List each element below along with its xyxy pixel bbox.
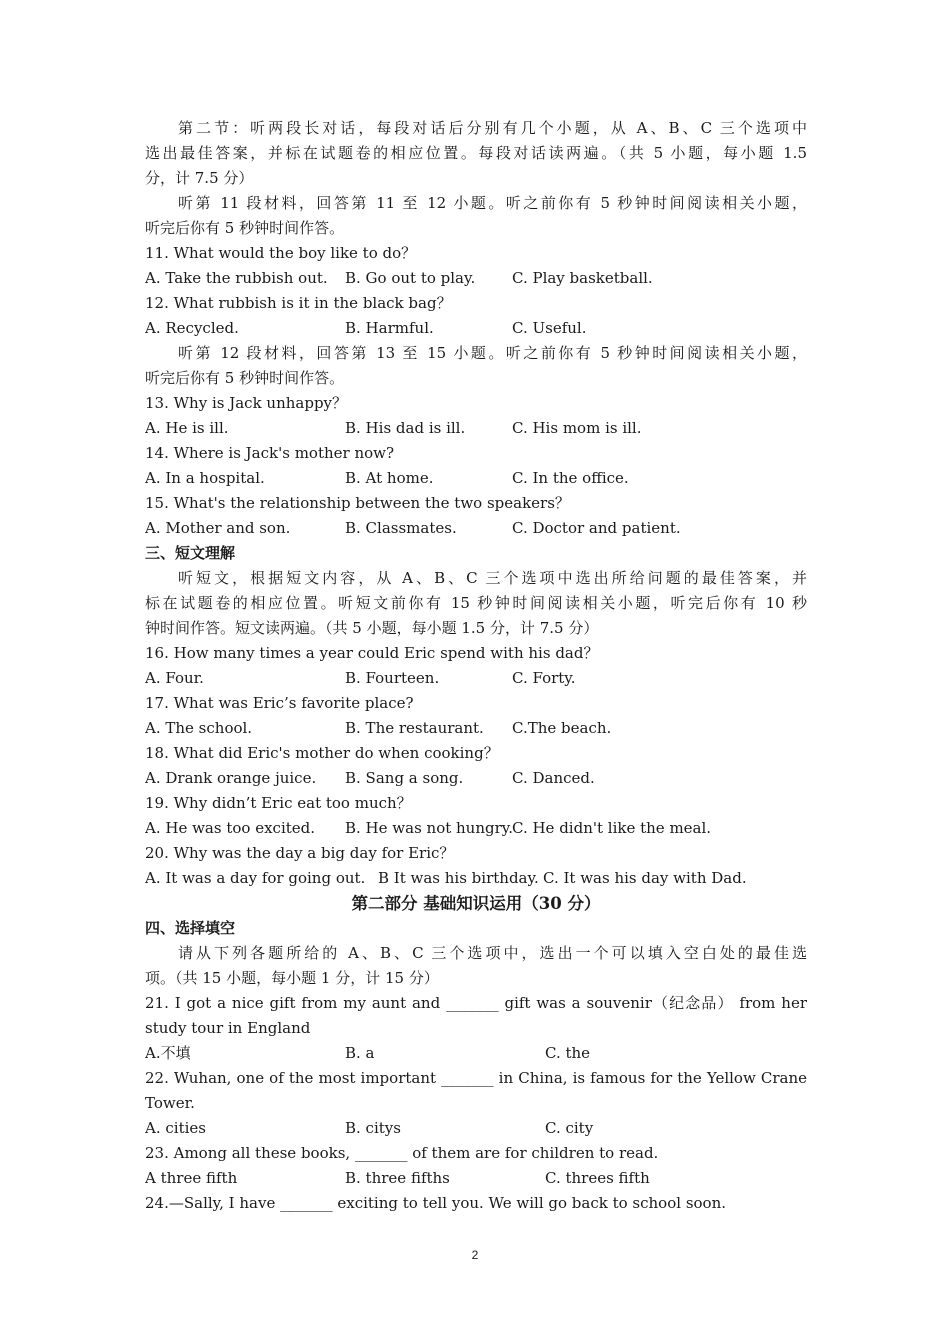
option-a: A. Recycled. [145,319,239,337]
material-12-instruction: 听完后你有 5 秒钟时间作答。 [145,369,345,387]
options-22 [145,1116,807,1141]
option-c: C. His mom is ill. [512,419,642,437]
option-c: C. Danced. [512,769,595,787]
options-23 [145,1166,807,1191]
option-b: B. At home. [345,469,434,487]
options-16 [145,666,807,691]
section2-intro-line: 第二节：听两段长对话，每段对话后分别有几个小题，从 A、B、C 三个选项中 [178,119,807,137]
question-23: 23. Among all these books, _______ of them are for children to read. [145,1144,659,1162]
option-b: B. three fifths [345,1169,450,1187]
option-b: B. Go out to play. [345,269,476,287]
section2-intro-line: 分，计 7.5 分） [145,169,254,187]
options-15 [145,516,807,541]
option-a: A. Four. [145,669,204,687]
question-11: 11. What would the boy like to do？ [145,244,417,262]
question-22: 22. Wuhan, one of the most important _______ in China, is famous for the Yellow Crane [145,1069,807,1087]
option-a: A. He was too excited. [145,819,316,837]
option-b: B. His dad is ill. [345,419,466,437]
options-12 [145,316,807,341]
question-17: 17. What was Eric’s favorite place? [145,694,414,712]
option-b: B. citys [345,1119,401,1137]
option-a: A. The school. [145,719,253,737]
option-c: C. Forty. [512,669,576,687]
option-a: A. In a hospital. [145,469,265,487]
question-16: 16. How many times a year could Eric spend with his dad？ [145,644,599,662]
option-c: C. Useful. [512,319,587,337]
option-a: A. Drank orange juice. [145,769,317,787]
section3-intro-line: 听短文，根据短文内容，从 A、B、C 三个选项中选出所给问题的最佳答案，并 [178,569,807,587]
option-c: C. Play basketball. [512,269,653,287]
option-a: A. Mother and son. [145,519,291,537]
page-number: 2 [471,1248,479,1262]
option-a: A. Take the rubbish out. [145,269,328,287]
option-b: B. Classmates. [345,519,457,537]
options-11 [145,266,807,291]
question-21-cont: study tour in England [145,1019,311,1037]
option-c: C. Doctor and patient. [512,519,681,537]
section4-heading: 四、选择填空 [145,919,236,937]
options-20 [145,866,807,891]
options-14 [145,466,807,491]
question-14: 14. Where is Jack's mother now? [145,444,395,462]
option-c: C. It was his day with Dad. [543,869,747,887]
option-a: A. It was a day for going out. [145,869,366,887]
section3-intro-line: 标在试题卷的相应位置。听短文前你有 15 秒钟时间阅读相关小题，听完后你有 10 秒 [145,594,807,612]
option-a: A. He is ill. [145,419,229,437]
option-b: B. The restaurant. [345,719,484,737]
page-content [145,116,807,1216]
options-18 [145,766,807,791]
part2-title: 第二部分 基础知识运用（30 分） [351,894,601,913]
options-19 [145,816,807,841]
section4-intro-line: 项。（共 15 小题，每小题 1 分，计 15 分） [145,969,439,987]
section2-intro-line: 选出最佳答案，并标在试题卷的相应位置。每段对话读两遍。（共 5 小题，每小题 1.5 [145,144,807,162]
material-12-instruction: 听第 12 段材料，回答第 13 至 15 小题。听之前你有 5 秒钟时间阅读相关小题， [178,344,807,362]
option-c: C.The beach. [512,719,612,737]
question-18: 18. What did Eric's mother do when cooking？ [145,744,499,762]
option-c: C. In the office. [512,469,629,487]
question-13: 13. Why is Jack unhappy？ [145,394,348,412]
option-c: C. threes fifth [545,1169,650,1187]
question-19: 19. Why didn’t Eric eat too much？ [145,794,412,812]
option-c: C. He didn't like the meal. [512,819,712,837]
option-b: B. Fourteen. [345,669,440,687]
option-b: B It was his birthday. [378,869,539,887]
options-21 [145,1041,807,1066]
question-20: 20. Why was the day a big day for Eric？ [145,844,455,862]
option-a: A. cities [145,1119,206,1137]
question-12: 12. What rubbish is it in the black bag？ [145,294,452,312]
options-17 [145,716,807,741]
option-b: B. He was not hungry. [345,819,514,837]
option-c: C. the [545,1044,591,1062]
option-b: B. a [345,1044,375,1062]
question-24: 24.—Sally, I have _______ exciting to tell you. We will go back to school soon. [145,1194,727,1212]
material-11-instruction: 听第 11 段材料，回答第 11 至 12 小题。听之前你有 5 秒钟时间阅读相关小题， [178,194,807,212]
section4-intro-line: 请从下列各题所给的 A、B、C 三个选项中，选出一个可以填入空白处的最佳选 [178,944,807,962]
section3-intro-line: 钟时间作答。短文读两遍。（共 5 小题，每小题 1.5 分，计 7.5 分） [145,619,599,637]
option-a: A three fifth [145,1169,238,1187]
question-21: 21. I got a nice gift from my aunt and _______ gift was a souvenir（纪念品） from her [145,994,807,1012]
option-c: C. city [545,1119,594,1137]
material-11-instruction: 听完后你有 5 秒钟时间作答。 [145,219,345,237]
option-b: B. Sang a song. [345,769,464,787]
options-13 [145,416,807,441]
question-15: 15. What's the relationship between the two speakers？ [145,494,570,512]
option-a: A.不填 [145,1044,191,1062]
option-b: B. Harmful. [345,319,434,337]
section3-heading: 三、短文理解 [145,544,236,562]
question-22-cont: Tower. [145,1094,195,1112]
